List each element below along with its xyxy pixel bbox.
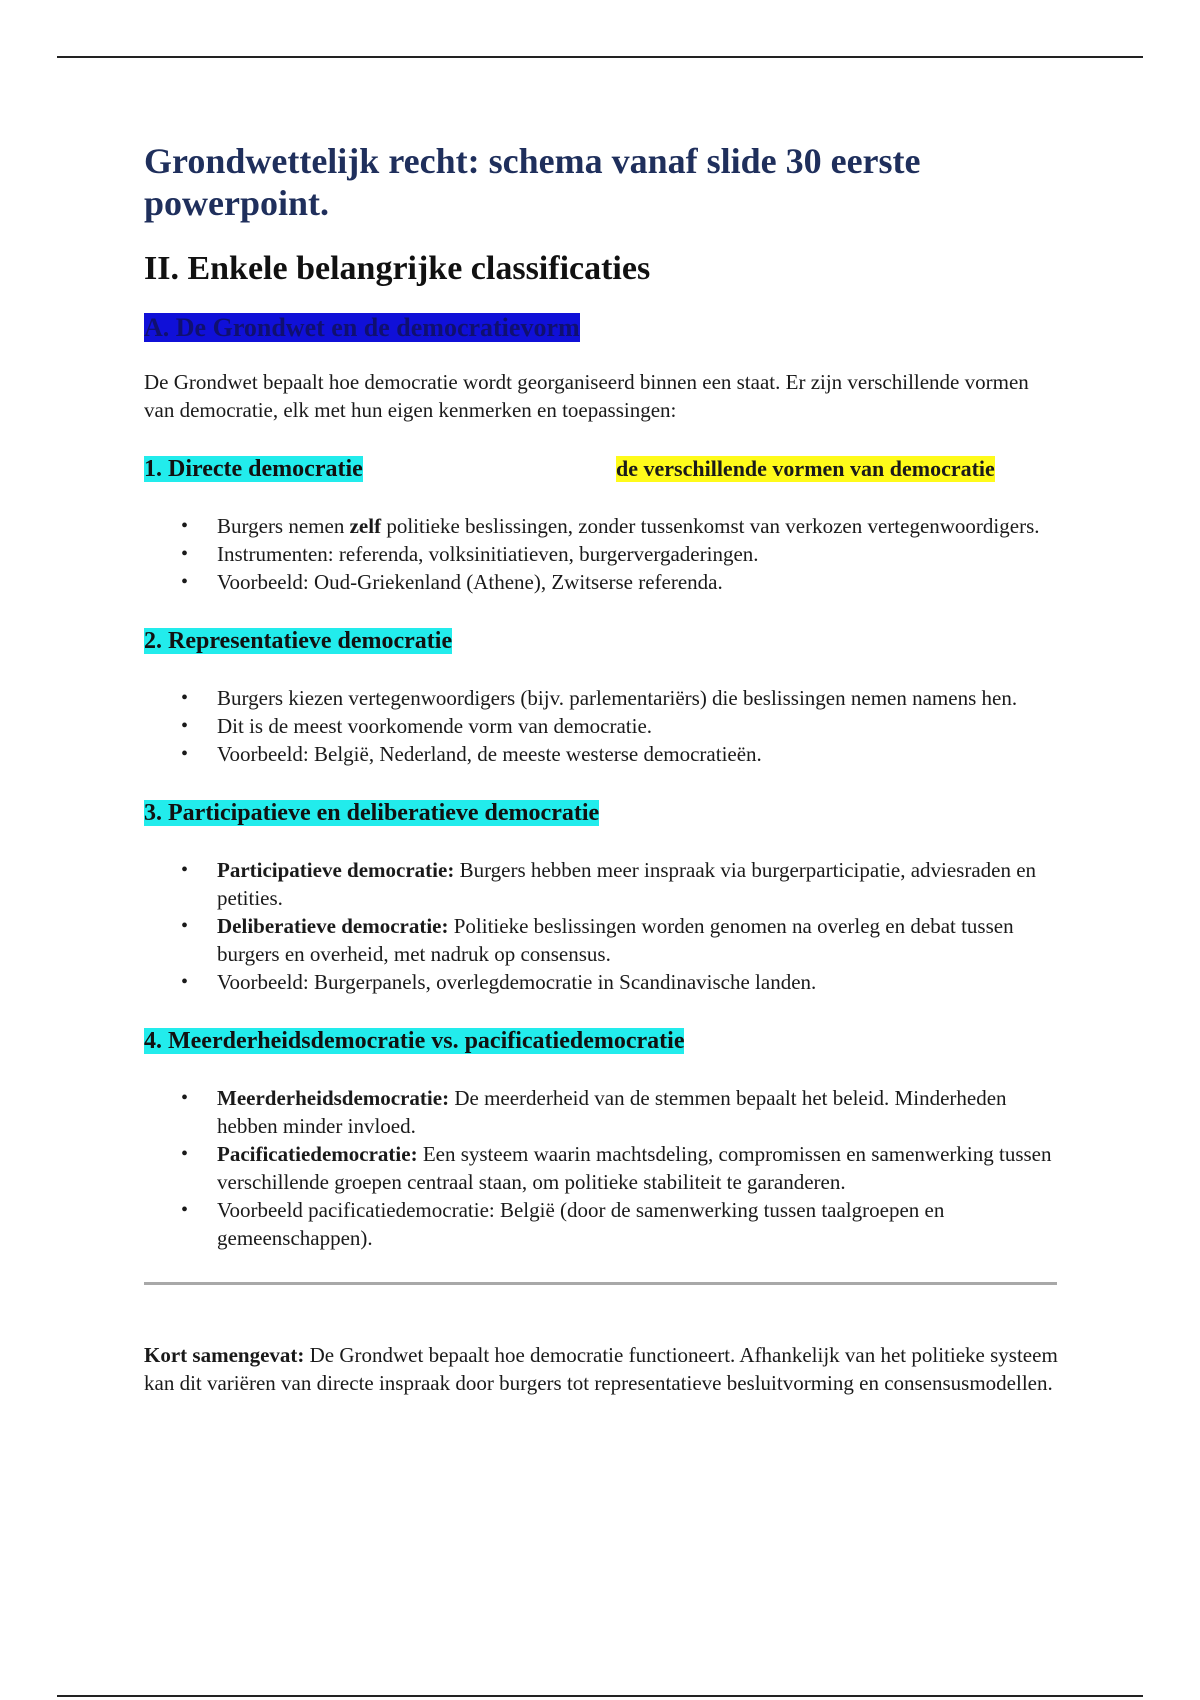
document-body bbox=[144, 140, 1064, 1397]
list-item: • Instrumenten: referenda, volksinitiatieven, burgervergaderingen. bbox=[217, 540, 1064, 568]
list-item: • Burgers kiezen vertegenwoordigers (bijv. parlementariërs) die beslissingen nemen namens hen. bbox=[217, 684, 1064, 712]
section-4-heading-text: 4. Meerderheidsdemocratie vs. pacificatiedemocratie bbox=[144, 1028, 685, 1054]
summary-paragraph bbox=[144, 1341, 1064, 1397]
list-item: • Dit is de meest voorkomende vorm van democratie. bbox=[217, 712, 1064, 740]
intro-paragraph: De Grondwet bepaalt hoe democratie wordt georganiseerd binnen een staat. Er zijn verschillende vormen van democratie, elk met hun eigen kenmerken en toepassingen: bbox=[144, 370, 1029, 422]
section-title: II. Enkele belangrijke classificaties bbox=[144, 250, 651, 287]
section-1-heading-row bbox=[144, 454, 1064, 484]
section-3-heading bbox=[144, 798, 1064, 828]
section-3-list bbox=[144, 856, 1064, 996]
section-3-heading-text: 3. Participatieve en deliberatieve democratie bbox=[144, 800, 600, 826]
section-2-heading bbox=[144, 626, 1064, 656]
list-item: • Voorbeeld: Burgerpanels, overlegdemocratie in Scandinavische landen. bbox=[217, 968, 1064, 996]
section-2-list bbox=[144, 684, 1064, 768]
list-item: • Voorbeeld: België, Nederland, de meeste westerse democratieën. bbox=[217, 740, 1064, 768]
list-item: • Meerderheidsdemocratie: De meerderheid van de stemmen bepaalt het beleid. Minderheden hebben minder invloed. bbox=[217, 1084, 1064, 1140]
highlight-note: de verschillende vormen van democratie bbox=[616, 456, 995, 481]
list-item: • Pacificatiedemocratie: Een systeem waarin machtsdeling, compromissen en samenwerking tussen verschillende groepen centraal staan, om politieke stabiliteit te garanderen. bbox=[217, 1140, 1064, 1196]
page-top-rule bbox=[57, 56, 1143, 58]
document-title: Grondwettelijk recht: schema vanaf slide 30 eerste powerpoint. bbox=[144, 141, 921, 223]
section-4-heading bbox=[144, 1026, 1064, 1056]
list-item: • Voorbeeld pacificatiedemocratie: België (door de samenwerking tussen taalgroepen en gemeenschappen). bbox=[217, 1196, 1064, 1252]
section-4-list bbox=[144, 1084, 1064, 1252]
subsection-heading-a-text: A. De Grondwet en de democratievorm bbox=[144, 313, 580, 342]
page-bottom-rule bbox=[57, 1695, 1143, 1697]
section-1-heading-text: 1. Directe democratie bbox=[144, 456, 363, 482]
section-2-heading-text: 2. Representatieve democratie bbox=[144, 628, 453, 654]
list-item: • Voorbeeld: Oud-Griekenland (Athene), Zwitserse referenda. bbox=[217, 568, 1064, 596]
list-item: • Participatieve democratie: Burgers hebben meer inspraak via burgerparticipatie, adviesraden en petities. bbox=[217, 856, 1064, 912]
subsection-heading-a bbox=[144, 312, 1064, 344]
horizontal-divider bbox=[144, 1282, 1057, 1285]
summary-text: De Grondwet bepaalt hoe democratie functioneert. Afhankelijk van het politieke systeem kan dit variëren van directe inspraak door burgers tot representatieve besluitvorming en consensusmodellen. bbox=[144, 1343, 1058, 1395]
list-item: • Burgers nemen zelf politieke beslissingen, zonder tussenkomst van verkozen vertegenwoordigers. bbox=[217, 512, 1064, 540]
list-item: • Deliberatieve democratie: Politieke beslissingen worden genomen na overleg en debat tussen burgers en overheid, met nadruk op consensus. bbox=[217, 912, 1064, 968]
summary-label: Kort samengevat: bbox=[144, 1343, 305, 1367]
section-1-list bbox=[144, 512, 1064, 596]
